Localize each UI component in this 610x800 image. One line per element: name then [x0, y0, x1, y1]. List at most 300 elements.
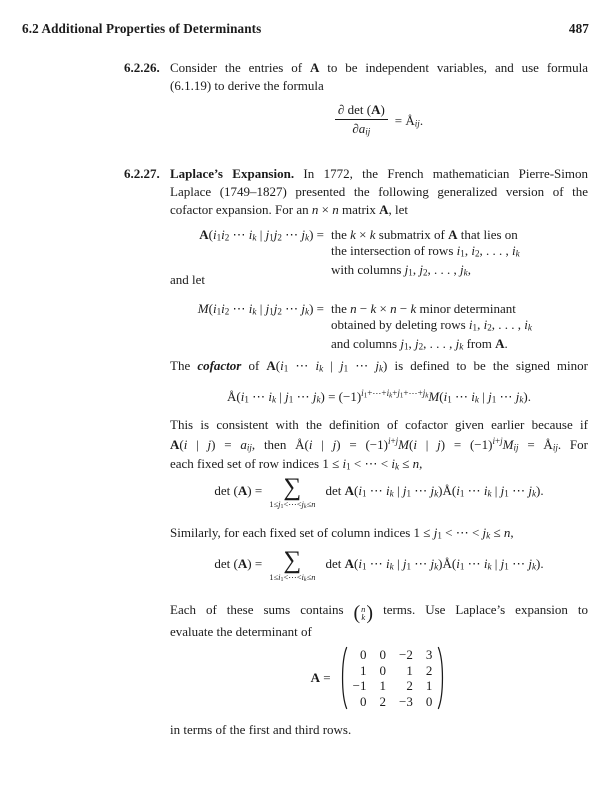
equation-line	[227, 383, 531, 410]
text-token: = Å	[518, 437, 553, 453]
text-token: ,	[477, 316, 484, 332]
text-token: k	[303, 577, 307, 584]
text-token: j	[422, 387, 426, 398]
matrix-cell: 0	[425, 693, 433, 709]
text-token: j	[301, 499, 304, 509]
text-token: +	[390, 436, 396, 447]
text-token: ⋯	[410, 483, 431, 498]
text-token: the intersection of rows	[331, 242, 457, 258]
text-token: ⋯	[229, 301, 249, 316]
text-token: n	[332, 202, 339, 217]
text-token: 1	[216, 306, 222, 317]
matrix-left-paren-icon	[338, 646, 348, 710]
text-token: ) =	[309, 301, 324, 316]
text-token: . For	[557, 437, 588, 453]
text-token: j	[375, 358, 379, 373]
text-token: k	[459, 341, 464, 352]
text-token: n	[390, 301, 397, 316]
text-line	[331, 317, 532, 336]
text-token: ) =	[247, 556, 263, 571]
text-token: 2	[224, 232, 230, 243]
binomial-bottom: k	[361, 612, 366, 623]
text-token: to be independent variables, and use formula	[319, 60, 589, 75]
text-token: submatrix of	[375, 227, 449, 242]
text-token: i	[456, 556, 460, 571]
matrix-cell: 1	[379, 678, 386, 693]
text-token: 1≤	[269, 499, 279, 509]
equation-lhs	[214, 480, 262, 502]
text-token: ⋯	[451, 388, 472, 404]
text-token: A	[344, 483, 355, 498]
text-token: 2	[277, 306, 282, 317]
text-token: i	[248, 301, 253, 316]
text-token: , then Å(	[251, 437, 309, 453]
text-token: ⋯	[366, 483, 387, 498]
text-token: j	[430, 483, 435, 498]
text-token: 2	[422, 267, 428, 278]
text-token: det	[325, 556, 345, 571]
text-token: n	[503, 525, 511, 540]
text-token: ⋯	[348, 358, 376, 373]
text-token: j	[332, 437, 337, 453]
text-token: (	[354, 483, 359, 498]
text-token: Laplace (1749–1827) presented the following generalized version of the	[170, 184, 588, 199]
text-token: ) is defined to be the signed minor	[383, 358, 588, 373]
text-token: each fixed set of row indices 1 ≤	[170, 456, 343, 472]
sigma-symbol: ∑	[283, 547, 302, 574]
text-token: |	[187, 437, 208, 453]
text-token: i	[386, 387, 390, 398]
text-token: matrix	[338, 202, 380, 217]
text-token: ⋯	[496, 388, 516, 404]
fraction-numerator	[335, 102, 388, 120]
text-token: i	[391, 456, 395, 472]
text-token: ⋯	[508, 483, 529, 498]
text-segment	[170, 602, 354, 617]
text-token: |	[323, 358, 340, 373]
text-token: k	[515, 248, 520, 259]
text-token: i	[468, 316, 473, 332]
text-token: (	[354, 556, 359, 571]
text-token: k	[370, 301, 377, 316]
text-token: ,	[464, 242, 472, 258]
text-token: 1	[459, 488, 465, 499]
text-token: k	[486, 530, 491, 541]
text-token: i	[280, 358, 284, 373]
fraction	[335, 102, 388, 140]
text-token: k	[305, 232, 310, 243]
text-token: j	[437, 437, 441, 453]
text-line	[331, 301, 532, 317]
text-token: 1≤	[269, 572, 279, 582]
text-token: from	[463, 335, 496, 351]
text-token: j	[460, 261, 464, 277]
text-token: +	[494, 436, 501, 447]
text-token: i	[492, 436, 495, 447]
text-token: ⋯	[281, 301, 302, 316]
text-token: )Å(	[438, 556, 457, 571]
text-token: j	[397, 387, 400, 398]
matrix-right-paren-icon	[437, 646, 447, 710]
text-token: j	[312, 388, 317, 404]
text-token: 1	[269, 232, 274, 243]
text-token: |	[256, 301, 266, 316]
text-token: i	[361, 387, 364, 398]
text-token: Laplace’s Expansion.	[170, 166, 295, 181]
text-token: j	[265, 227, 270, 242]
text-token: j	[433, 525, 438, 540]
cofactor-sentence	[170, 357, 588, 378]
text-token: ⋯	[366, 556, 387, 571]
matrix-cell: 0	[379, 647, 386, 662]
text-token: i	[483, 483, 488, 498]
binomial-top: n	[361, 603, 366, 614]
text-token: j	[273, 301, 278, 316]
signed-minor-formula	[170, 384, 588, 408]
text-token: (	[275, 358, 281, 373]
text-token: j	[415, 335, 419, 351]
text-token: A	[266, 358, 276, 373]
text-token: 1	[403, 341, 409, 352]
text-token: obtained by deleting rows	[331, 316, 469, 332]
text-token: ⋯	[464, 556, 484, 571]
left-paren: (	[353, 602, 361, 625]
text-token: 1	[460, 248, 465, 259]
text-token: and let	[170, 272, 206, 287]
text-token: n	[311, 499, 316, 509]
text-token: i	[471, 242, 475, 258]
text-token: det (	[214, 483, 238, 498]
text-token: In 1772, the French mathematician Pierre-Simon	[294, 166, 588, 181]
text-token: (	[439, 388, 444, 404]
text-token: <⋯<	[283, 572, 302, 582]
text-token: k	[434, 488, 439, 499]
matrix-cell: 0	[359, 693, 367, 709]
text-token: ⋯	[293, 388, 313, 404]
text-line	[331, 262, 520, 281]
text-token: 1	[491, 394, 497, 405]
text-token: M	[502, 437, 514, 453]
text-token: i	[358, 483, 362, 498]
text-token: M	[428, 388, 440, 404]
text-token: Consider the entries of	[170, 60, 310, 75]
text-token: ,	[419, 456, 423, 472]
text-line	[170, 183, 588, 201]
problem-6-2-26	[124, 59, 588, 95]
text-token: 1	[399, 391, 404, 400]
text-token: a	[240, 437, 247, 453]
text-token: Each of these sums contains	[170, 602, 354, 617]
problem-label: 6.2.27.	[124, 166, 160, 181]
text-token: |	[491, 483, 501, 498]
text-token: = Å	[394, 113, 415, 128]
text-token: |	[256, 227, 266, 242]
text-token: A	[170, 437, 180, 453]
text-token: < ⋯ <	[350, 456, 392, 472]
text-token: M	[197, 301, 209, 316]
definition-rhs	[324, 227, 520, 281]
matrix-cell: −2	[398, 647, 413, 662]
text-token: |	[312, 437, 333, 453]
text-segment	[373, 602, 588, 617]
text-token: 1	[437, 530, 442, 541]
right-paren: )	[366, 602, 374, 625]
text-token: +⋯+	[367, 387, 387, 398]
text-token: j	[301, 227, 306, 242]
text-token: j	[482, 525, 487, 540]
text-line	[170, 623, 588, 641]
text-token: −	[356, 301, 371, 316]
text-token: ) =	[309, 227, 324, 242]
text-token: k	[519, 394, 524, 405]
text-token: k	[303, 504, 307, 511]
matrix-cell: 0	[359, 647, 367, 662]
text-token: cofactor	[197, 358, 242, 373]
text-token: ,	[467, 261, 471, 277]
text-token: k	[463, 267, 468, 278]
text-token: j	[515, 388, 520, 404]
text-token: i	[268, 388, 272, 404]
equation-rhs	[325, 553, 543, 578]
matrix-cell: 2	[379, 693, 386, 709]
text-line	[331, 243, 520, 262]
row-expansion-formula	[170, 474, 588, 512]
summation-operator	[269, 474, 316, 512]
text-token: (	[208, 227, 213, 242]
text-token: j	[301, 301, 306, 316]
text-token: j	[265, 301, 270, 316]
text-token: j	[455, 335, 460, 351]
matrix-equation	[170, 644, 588, 712]
text-token: , . . . ,	[427, 261, 461, 277]
definition-lhs	[124, 301, 324, 320]
text-token: i	[456, 483, 460, 498]
text-token: ) =	[211, 437, 241, 453]
text-token: ⋯	[288, 358, 316, 373]
text-token: i	[483, 556, 488, 571]
matrix-cell: −1	[352, 678, 367, 693]
text-token: ×	[355, 227, 370, 242]
text-token: A	[379, 202, 389, 217]
text-token: =	[320, 670, 331, 685]
text-token: , . . . ,	[491, 316, 525, 332]
text-token: 1	[361, 561, 367, 572]
text-token: i	[456, 242, 461, 258]
text-token: |	[416, 437, 438, 453]
text-token: < ⋯ <	[441, 525, 483, 540]
text-token: k	[316, 394, 321, 405]
matrix-lhs	[311, 670, 331, 686]
problem-6-2-27	[124, 165, 588, 219]
text-token: Å(	[226, 388, 241, 404]
text-token: j	[402, 556, 407, 571]
text-token: i	[471, 388, 475, 404]
definition-lhs	[124, 227, 324, 246]
text-token: k	[319, 363, 324, 374]
text-token: M	[398, 437, 409, 453]
text-token: |	[393, 556, 403, 571]
text-token: k	[531, 488, 536, 499]
text-token: , . . . ,	[479, 242, 512, 258]
text-token: i	[301, 572, 304, 582]
text-token: ).	[536, 483, 544, 498]
text-token: ⋯	[248, 388, 269, 404]
page-number: 487	[568, 21, 589, 36]
text-token: 1	[504, 561, 509, 572]
text-token: ≤	[490, 525, 504, 540]
text-token: j	[207, 437, 212, 453]
text-line	[331, 227, 520, 243]
text-token: 1	[346, 461, 351, 472]
text-token: i	[524, 316, 528, 332]
text-token: )	[380, 102, 385, 118]
problem-label: 6.2.26.	[124, 60, 160, 75]
closing-sentence	[170, 721, 351, 739]
text-token: (6.1.19) to derive the formula	[170, 78, 324, 93]
text-token: i	[443, 388, 448, 404]
text-line	[170, 600, 588, 623]
text-token: evaluate the determinant of	[170, 624, 312, 640]
text-token: i	[240, 388, 245, 404]
text-token: 1	[244, 394, 249, 405]
text-token: A	[448, 227, 458, 242]
text-token: k	[410, 301, 417, 316]
text-token: j	[528, 483, 532, 498]
text-token: j	[500, 556, 505, 571]
text-token: +	[392, 387, 398, 398]
text-token: ,	[408, 335, 415, 351]
text-token: j	[488, 388, 492, 404]
text-token: 2	[418, 341, 424, 352]
text-token: 1	[343, 363, 349, 374]
binomial-stack	[361, 605, 365, 622]
text-token: cofactor expansion. For an	[170, 202, 312, 217]
text-token: , . . . ,	[423, 335, 456, 351]
text-token: j	[500, 436, 503, 447]
and-let-line	[170, 271, 205, 289]
text-token: det (	[214, 556, 238, 571]
column-expansion-formula	[170, 547, 588, 585]
text-token: ⋯	[464, 483, 484, 498]
text-token: i	[212, 301, 217, 316]
text-token: ij	[365, 126, 371, 137]
text-token: |	[276, 388, 286, 404]
text-token: j	[395, 436, 399, 447]
text-token: n	[412, 456, 420, 472]
text-token: of	[241, 358, 267, 373]
text-token: (	[408, 437, 414, 453]
page-header	[22, 21, 589, 37]
text-token: k	[487, 561, 492, 572]
matrix-cell: −3	[398, 693, 413, 709]
text-token: i	[483, 316, 488, 332]
text-token: in terms of the first and third rows.	[170, 722, 352, 737]
text-token: k	[425, 391, 429, 400]
matrix-cell: 2	[425, 662, 433, 678]
text-token: ) = (−1)	[320, 388, 362, 404]
definition-rhs	[324, 301, 532, 355]
text-token: k	[527, 322, 532, 333]
text-token: k	[474, 394, 479, 405]
text-token: j	[273, 227, 278, 242]
text-token: the	[331, 301, 351, 316]
text-token: j	[400, 335, 404, 351]
text-token: k	[531, 561, 536, 572]
text-token: (	[208, 301, 213, 316]
text-token: k	[389, 488, 394, 499]
fraction-denominator	[352, 120, 370, 140]
text-token: k	[487, 488, 492, 499]
text-token: A	[371, 102, 381, 118]
section-title: 6.2 Additional Properties of Determinants	[22, 21, 262, 36]
text-token: i	[387, 436, 391, 447]
text-token: ⋯	[229, 227, 249, 242]
text-token: i	[386, 483, 390, 498]
text-token: )Å(	[438, 483, 457, 498]
text-token: i	[212, 227, 217, 242]
text-token: 1	[269, 306, 274, 317]
sigma-symbol: ∑	[283, 474, 302, 501]
text-token: A	[309, 60, 320, 75]
text-token: 1	[216, 232, 222, 243]
text-token: j	[404, 261, 409, 277]
problem-body	[170, 59, 588, 95]
text-token: k	[350, 227, 356, 242]
text-line	[170, 201, 588, 219]
summation-limits	[269, 573, 315, 585]
text-token: ,	[412, 261, 420, 277]
binomial-coefficient	[354, 603, 374, 623]
text-token: det (	[344, 102, 372, 118]
text-token: k	[252, 232, 257, 243]
text-token: j	[285, 388, 289, 404]
text-token: A	[344, 556, 355, 571]
text-token: ×	[376, 301, 391, 316]
formula-rhs	[395, 113, 423, 129]
text-token: j	[339, 358, 344, 373]
minor-definition	[124, 301, 588, 355]
text-token: k	[252, 306, 257, 317]
text-token: n	[311, 572, 316, 582]
text-token: 1	[472, 322, 478, 333]
text-token: j	[278, 499, 281, 509]
text-token: ≤	[306, 499, 312, 509]
summation-limits	[269, 500, 315, 512]
equation-rhs	[325, 480, 543, 505]
text-token: (	[179, 437, 184, 453]
text-token: k	[369, 227, 376, 242]
text-token: 1	[280, 577, 284, 584]
text-token: k	[389, 561, 394, 572]
consistency-paragraph	[170, 417, 588, 475]
text-token: ⋯	[508, 556, 529, 571]
text-token: ) = (−1)	[440, 437, 493, 453]
text-token: ) =	[247, 483, 263, 498]
matrix-cell: 1	[359, 662, 367, 678]
text-token: ⋯	[281, 227, 302, 242]
text-token: ≤	[398, 456, 413, 472]
similarly-sentence	[170, 524, 514, 545]
text-line	[170, 77, 588, 95]
text-token: that lies on	[457, 227, 518, 242]
text-token: minor determinant	[416, 301, 516, 316]
text-token: i	[248, 227, 253, 242]
text-token: j	[430, 556, 435, 571]
text-token: j	[500, 483, 505, 498]
text-token: ) = (−1)	[336, 437, 388, 453]
partial-derivative-formula	[170, 99, 588, 143]
text-token: 2	[224, 306, 230, 317]
